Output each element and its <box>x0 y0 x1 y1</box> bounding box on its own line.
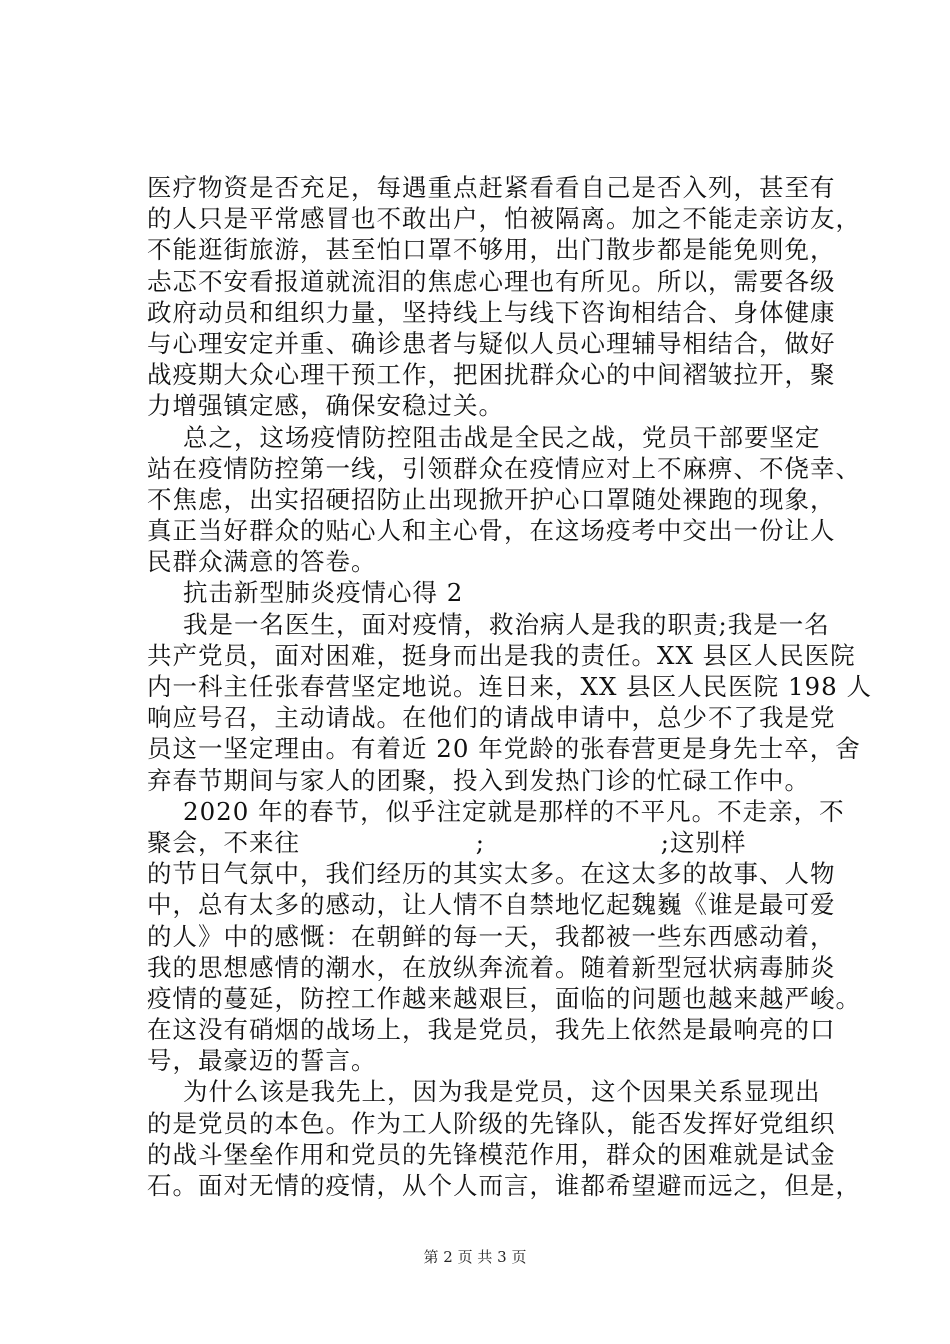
text-line: 的人只是平常感冒也不敢出户，怕被隔离。加之不能走亲访友， <box>147 204 861 234</box>
text-line: 战疫期大众心理干预工作，把困扰群众心的中间褶皱拉开，聚 <box>147 360 836 390</box>
text-line: 的战斗堡垒作用和党员的先锋模范作用，群众的困难就是试金 <box>147 1139 836 1169</box>
text-line: 民群众满意的答卷。 <box>147 547 377 577</box>
text-line: 内一科主任张春营坚定地说。连日来，XX 县区人民医院 198 人 <box>147 672 873 701</box>
text-line: 弃春节期间与家人的团聚，投入到发热门诊的忙碌工作中。 <box>147 765 810 795</box>
text-line: 的节日气氛中，我们经历的其实太多。在这太多的故事、人物 <box>147 859 836 889</box>
text-line: 政府动员和组织力量，坚持线上与线下咨询相结合、身体健康 <box>147 297 836 327</box>
text-line: 石。面对无情的疫情，从个人而言，谁都希望避而远之，但是， <box>147 1171 861 1200</box>
section-heading: 抗击新型肺炎疫情心得 2 <box>183 578 464 608</box>
text-line: 2020 年的春节，似乎注定就是那样的不平凡。不走亲，不 <box>183 796 845 826</box>
text-line: 我的思想感情的潮水，在放纵奔流着。随着新型冠状病毒肺炎 <box>147 952 836 982</box>
text-line: 号，最豪迈的誓言。 <box>147 1046 377 1076</box>
text-line: 在这没有硝烟的战场上，我是党员，我先上依然是最响亮的口 <box>147 1015 836 1045</box>
text-line: 的人》中的感慨：在朝鲜的每一天，我都被一些东西感动着， <box>147 921 836 951</box>
text-line: 真正当好群众的贴心人和主心骨，在这场疫考中交出一份让人 <box>147 516 836 546</box>
text-line: 疫情的蔓延，防控工作越来越艰巨，面临的问题也越来越严峻。 <box>147 983 861 1013</box>
text-line: 共产党员，面对困难，挺身而出是我的责任。XX 县区人民医院 <box>147 640 856 670</box>
page-footer: 第 2 页 共 3 页 <box>423 1248 527 1266</box>
text-line: 我是一名医生，面对疫情，救治病人是我的职责;我是一名 <box>183 609 830 639</box>
text-line: 医疗物资是否充足，每遇重点赶紧看看自己是否入列，甚至有 <box>147 173 836 202</box>
text-line: 响应号召，主动请战。在他们的请战申请中，总少不了我是党 <box>147 703 836 733</box>
text-line: 总之，这场疫情防控阻击战是全民之战，党员干部要坚定 <box>183 422 821 452</box>
text-line: 站在疫情防控第一线，引领群众在疫情应对上不麻痹、不侥幸、 <box>147 453 861 483</box>
text-line: 不焦虑，出实招硬招防止出现掀开护心口罩随处裸跑的现象， <box>147 484 836 514</box>
text-line: 的是党员的本色。作为工人阶级的先锋队，能否发挥好党组织 <box>147 1108 836 1138</box>
text-line: 不能逛街旅游，甚至怕口罩不够用，出门散步都是能免则免， <box>147 235 836 265</box>
text-line: 忐忑不安看报道就流泪的焦虑心理也有所见。所以，需要各级 <box>147 266 836 296</box>
text-line: 聚会，不来往 ; ;这别样 <box>147 827 747 857</box>
text-line: 力增强镇定感，确保安稳过关。 <box>147 391 504 421</box>
text-line: 员这一坚定理由。有着近 20 年党龄的张春营更是身先士卒，舍 <box>147 734 861 764</box>
body-text <box>147 172 873 1201</box>
text-line: 与心理安定并重、确诊患者与疑似人员心理辅导相结合，做好 <box>147 328 836 358</box>
text-line: 为什么该是我先上，因为我是党员，这个因果关系显现出 <box>183 1077 821 1107</box>
text-line: 中，总有太多的感动，让人情不自禁地忆起魏巍《谁是最可爱 <box>147 890 836 920</box>
